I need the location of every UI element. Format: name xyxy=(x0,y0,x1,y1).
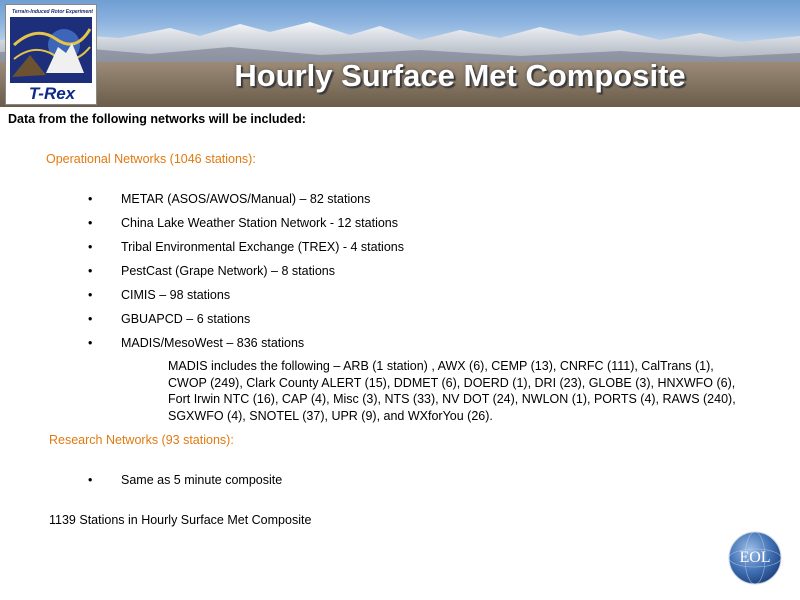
bullet-icon: • xyxy=(88,288,93,302)
list-item-label: CIMIS – 98 stations xyxy=(121,288,231,302)
bullet-icon: • xyxy=(88,473,93,487)
research-heading: Research Networks (93 stations): xyxy=(49,433,234,447)
list-item-label: Tribal Environmental Exchange (TREX) - 4 stations xyxy=(121,240,404,254)
logo-name: T-Rex xyxy=(28,84,76,103)
eol-logo xyxy=(728,531,782,585)
madis-line: MADIS includes the following – ARB (1 station) , AWX (6), CEMP (13), CNRFC (111), CalTrans (1), xyxy=(168,359,714,373)
bullet-icon: • xyxy=(88,264,93,278)
list-item-label: MADIS/MesoWest – 836 stations xyxy=(121,336,305,350)
madis-line: CWOP (249), Clark County ALERT (15), DDMET (6), DOERD (1), DRI (23), GLOBE (3), HNXWFO (6), xyxy=(168,375,736,390)
madis-line: SGXWFO (4), SNOTEL (37), UPR (9), and WXforYou (26). xyxy=(168,408,493,423)
madis-line: Fort Irwin NTC (16), CAP (4), Misc (3), NTS (33), NV DOT (24), NWLON (1), PORTS (4), RAWS (240), xyxy=(168,392,736,406)
bullet-icon: • xyxy=(88,192,93,206)
intro-text: Data from the following networks will be included: xyxy=(8,112,306,126)
summary-text: 1139 Stations in Hourly Surface Met Composite xyxy=(49,513,312,527)
trex-logo-emblem xyxy=(6,15,96,85)
bullet-icon: • xyxy=(88,240,93,254)
header-banner xyxy=(0,0,800,107)
bullet-icon: • xyxy=(88,312,93,326)
page-title: Hourly Surface Met Composite xyxy=(234,58,686,93)
list-item-label: GBUAPCD – 6 stations xyxy=(121,312,251,326)
list-item-label: METAR (ASOS/AWOS/Manual) – 82 stations xyxy=(121,192,371,206)
list-item-label: China Lake Weather Station Network - 12 stations xyxy=(121,216,398,230)
bullet-icon: • xyxy=(88,216,93,230)
list-item-label: Same as 5 minute composite xyxy=(121,473,283,487)
logo-caption: Terrain-Induced Rotor Experiment xyxy=(12,9,93,15)
madis-detail xyxy=(168,358,793,424)
bullet-icon: • xyxy=(88,336,93,350)
trex-logo xyxy=(5,4,97,105)
list-item-label: PestCast (Grape Network) – 8 stations xyxy=(121,264,335,278)
eol-logo-text: EOL xyxy=(739,549,771,566)
operational-heading: Operational Networks (1046 stations): xyxy=(46,152,256,166)
